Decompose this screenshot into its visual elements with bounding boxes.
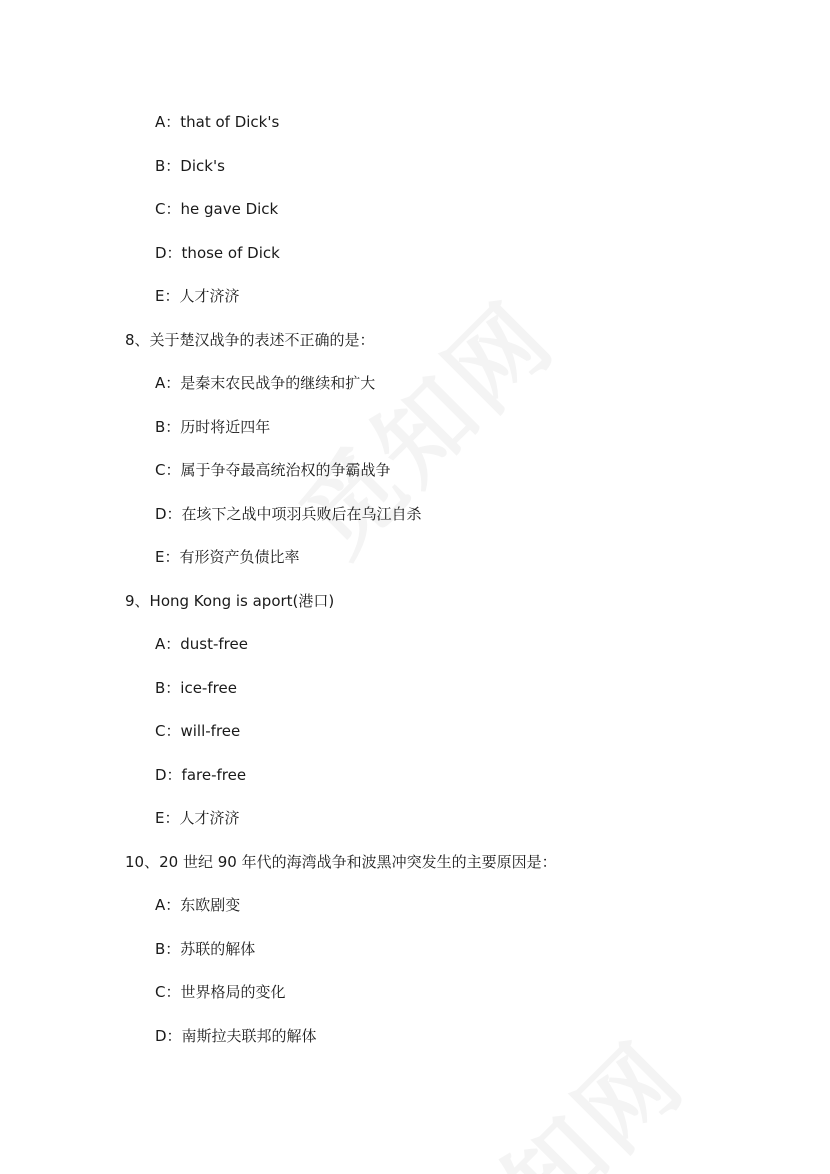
option-a[interactable]: A：是秦末农民战争的继续和扩大 <box>155 374 376 392</box>
option-c[interactable]: C：will-free <box>155 722 241 740</box>
option-c[interactable]: C：属于争夺最高统治权的争霸战争 <box>155 461 391 479</box>
option-d[interactable]: D：在垓下之战中项羽兵败后在乌江自杀 <box>155 505 422 523</box>
option-a[interactable]: A：that of Dick's <box>155 113 280 131</box>
question-10: 10、20 世纪 90 年代的海湾战争和波黑冲突发生的主要原因是： <box>125 853 557 871</box>
watermark <box>396 1007 709 1174</box>
option-e[interactable]: E：有形资产负债比率 <box>155 548 300 566</box>
option-e[interactable]: E：人才济济 <box>155 809 240 827</box>
question-9: 9、Hong Kong is aport(港口) <box>125 592 335 610</box>
watermark <box>266 267 579 580</box>
option-d[interactable]: D：南斯拉夫联邦的解体 <box>155 1027 317 1045</box>
option-b[interactable]: B：Dick's <box>155 157 225 175</box>
option-d[interactable]: D：those of Dick <box>155 244 280 262</box>
option-c[interactable]: C：he gave Dick <box>155 200 279 218</box>
question-8: 8、关于楚汉战争的表述不正确的是： <box>125 331 375 349</box>
option-b[interactable]: B：历时将近四年 <box>155 418 271 436</box>
option-b[interactable]: B：苏联的解体 <box>155 940 256 958</box>
option-a[interactable]: A：dust-free <box>155 635 248 653</box>
option-c[interactable]: C：世界格局的变化 <box>155 983 286 1001</box>
option-e[interactable]: E：人才济济 <box>155 287 240 305</box>
option-a[interactable]: A：东欧剧变 <box>155 896 241 914</box>
option-d[interactable]: D：fare-free <box>155 766 247 784</box>
option-b[interactable]: B：ice-free <box>155 679 237 697</box>
